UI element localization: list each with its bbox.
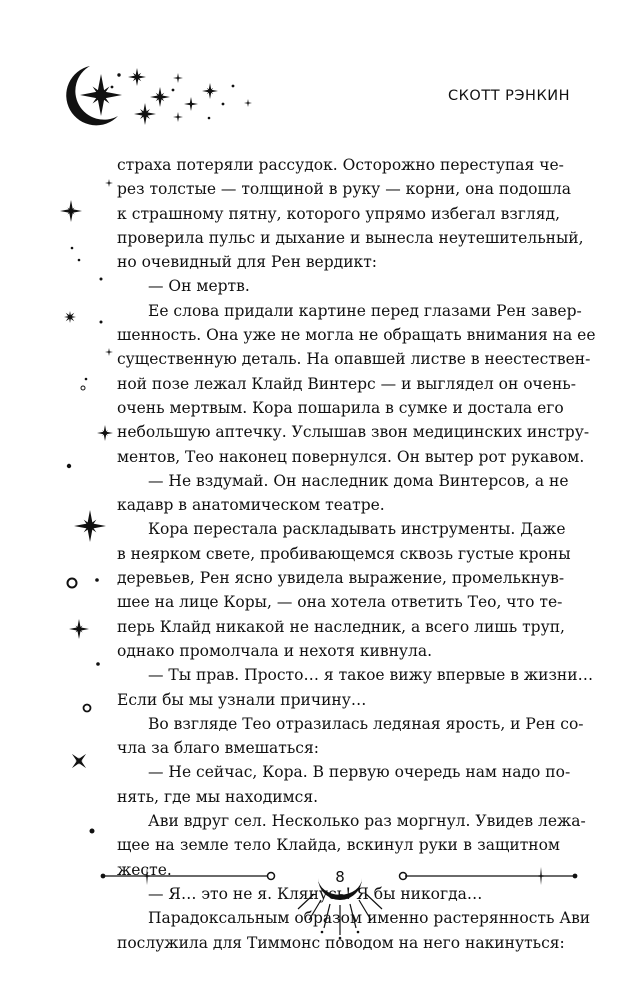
dot-icon [90, 829, 95, 834]
text-line: Во взгляде Тео отразилась ледяная ярость, и Рен со- [148, 714, 584, 733]
margin-stars [60, 179, 113, 834]
dot-icon [67, 464, 71, 468]
star-icon [173, 73, 183, 83]
text-line: в неярком свете, пробивающемся сквозь густые кроны [117, 544, 571, 563]
dot-icon [100, 278, 103, 281]
text-line: деревьев, Рен ясно увидела выражение, промелькнув- [117, 569, 565, 588]
text-line: Ави вдруг сел. Несколько раз моргнул. Увидев лежа- [148, 812, 586, 831]
star-icon [65, 747, 93, 775]
text-line: щее на земле тело Клайда, вскинул руки в защитном [117, 836, 560, 855]
text-line: Кора перестала раскладывать инструменты. Даже [148, 520, 566, 539]
text-line: шенность. Она уже не могла не обращать внимания на ее [117, 326, 596, 345]
page-number: 8 [335, 868, 345, 886]
dot-icon [111, 86, 114, 89]
text-line: — Он мертв. [148, 277, 250, 296]
text-line: шее на лице Коры, — она хотела ответить Тео, что те- [117, 593, 563, 612]
text-line: ментов, Тео наконец повернулся. Он вытер рот рукавом. [117, 447, 585, 466]
text-line: — Не сейчас, Кора. В первую очередь нам надо по- [148, 763, 571, 782]
dot-icon [232, 85, 235, 88]
ring-icon [81, 386, 85, 390]
text-line: — Ты прав. Просто… я такое вижу впервые в жизни… [148, 666, 594, 685]
text-line: небольшую аптечку. Услышав звон медицинских инстру- [117, 423, 590, 442]
text-line: рез толстые — толщиной в руку — корни, она подошла [117, 180, 571, 199]
dot-icon [95, 578, 99, 582]
header-stars [80, 68, 252, 125]
dot-icon [100, 321, 103, 324]
text-line: проверила пульс и дыхание и вынесла неутешительный, [117, 228, 584, 247]
text-line: перь Клайд никакой не наследник, а всего лишь труп, [117, 617, 565, 636]
text-line: послужила для Тиммонс поводом на него накинуться: [117, 933, 565, 952]
dot-icon [172, 89, 175, 92]
text-line: кадавр в анатомическом театре. [117, 496, 385, 515]
dot-icon [96, 662, 100, 666]
text-line: но очевидный для Рен вердикт: [117, 253, 378, 272]
ring-icon [84, 705, 91, 712]
text-line: существенную деталь. На опавшей листве в неестествен- [117, 350, 591, 369]
dot-icon [117, 73, 120, 76]
star-icon [105, 348, 113, 356]
dot-icon [208, 117, 211, 120]
text-line: чла за благо вмешаться: [117, 739, 319, 758]
star-icon [105, 179, 113, 187]
text-line: очень мертвым. Кора пошарила в сумке и достала его [117, 398, 564, 417]
text-line: нять, где мы находимся. [117, 787, 319, 806]
running-header-author: СКОТТ РЭНКИН [448, 88, 570, 104]
text-line: Ее слова придали картине перед глазами Рен завер- [148, 301, 582, 320]
text-line: страха потеряли рассудок. Осторожно переступая че- [117, 156, 564, 174]
star-icon [173, 112, 183, 122]
text-line: жесте. [117, 860, 172, 879]
text-line: Если бы мы узнали причину… [117, 690, 367, 709]
text-line: ной позе лежал Клайд Винтерс — и выглядел он очень- [117, 374, 576, 393]
dot-icon [71, 247, 74, 250]
dot-icon [78, 259, 81, 262]
ring-icon [68, 579, 77, 588]
star-icon [244, 99, 252, 107]
text-line: Парадоксальным образом именно растерянность Ави [148, 909, 591, 928]
text-line: к страшному пятну, которого упрямо избегал взгляд, [117, 204, 560, 223]
text-line: — Я… это не я. Клянусь! Я бы никогда… [148, 884, 483, 903]
star-icon [184, 97, 198, 111]
dot-icon [85, 378, 88, 381]
text-line: — Не вздумай. Он наследник дома Винтерсов, а не [148, 471, 569, 490]
dot-icon [222, 103, 225, 106]
body-text [117, 153, 596, 955]
text-line: однако промолчала и нехотя кивнула. [117, 641, 433, 660]
